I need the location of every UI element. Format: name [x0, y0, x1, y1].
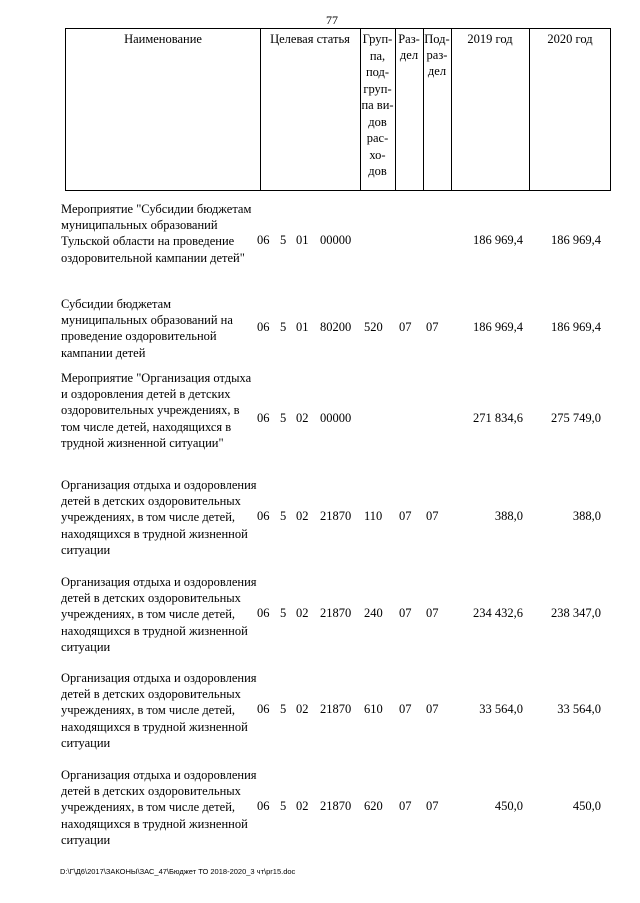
header-name: Наименование — [124, 32, 202, 46]
row-name: Организация отдыха и оздоровления детей в детских оздоровительных учреждениях, в том числе детей, находящихся в трудной жизненной ситуации — [61, 768, 257, 847]
code-group: 620 — [364, 799, 383, 813]
code-section: 07 — [399, 702, 412, 716]
header-subsection-line: Под- — [424, 32, 450, 46]
code-event: 02 — [296, 799, 309, 813]
value-2020: 238 347,0 — [551, 606, 601, 620]
code-subsection: 07 — [426, 320, 439, 334]
code-program: 06 — [257, 509, 270, 523]
code-subprogram: 5 — [280, 606, 287, 620]
code-group: 110 — [364, 509, 383, 523]
code-section: 07 — [399, 606, 412, 620]
value-2020: 186 969,4 — [551, 233, 601, 247]
header-group — [360, 29, 395, 190]
header-group-line: хо- — [369, 147, 386, 162]
header-group-line: дов — [368, 114, 387, 129]
value-2019: 186 969,4 — [473, 320, 523, 334]
code-event: 02 — [296, 702, 309, 716]
header-group-line: па, — [369, 48, 386, 63]
table-header — [65, 28, 611, 191]
value-2020: 450,0 — [572, 799, 601, 813]
code-direction: 00000 — [320, 233, 352, 247]
value-2019: 234 432,6 — [473, 606, 523, 620]
header-group-line: Груп- — [362, 32, 393, 46]
code-direction: 21870 — [320, 702, 352, 716]
code-event: 02 — [296, 411, 309, 425]
code-section: 07 — [399, 799, 412, 813]
code-program: 06 — [257, 702, 270, 716]
row-name: Субсидии бюджетам муниципальных образований на проведение оздоровительной кампании детей — [61, 297, 233, 360]
header-group-line: груп- — [363, 81, 392, 96]
header-group-line: па ви- — [361, 98, 394, 112]
code-direction: 21870 — [320, 606, 352, 620]
code-subsection: 07 — [426, 509, 439, 523]
header-subsection — [423, 29, 451, 190]
value-2019: 271 834,6 — [473, 411, 523, 425]
code-program: 06 — [257, 411, 270, 425]
code-event: 02 — [296, 509, 309, 523]
code-program: 06 — [257, 606, 270, 620]
row-name: Мероприятие "Организация отдыха и оздоровления детей в детских оздоровительных учреждениях, в том числе детей, находящихся в трудной жизненной ситуации" — [61, 371, 252, 450]
code-direction: 00000 — [320, 411, 352, 425]
code-subsection: 07 — [426, 702, 439, 716]
code-group: 520 — [364, 320, 383, 334]
row-name: Мероприятие "Субсидии бюджетам муниципальных образований Тульской области на проведение оздоровительной кампании детей" — [61, 202, 252, 265]
code-section: 07 — [399, 320, 412, 334]
header-section-line: Раз- — [398, 32, 420, 46]
code-subsection: 07 — [426, 606, 439, 620]
code-program: 06 — [257, 320, 270, 334]
code-event: 01 — [296, 233, 309, 247]
code-subprogram: 5 — [280, 411, 287, 425]
header-subsection-line: раз- — [426, 48, 448, 62]
code-subsection: 07 — [426, 799, 439, 813]
code-group: 240 — [364, 606, 383, 620]
header-section — [395, 29, 423, 190]
value-2020: 186 969,4 — [551, 320, 601, 334]
code-program: 06 — [257, 799, 270, 813]
code-subprogram: 5 — [280, 702, 287, 716]
header-2019: 2019 год — [467, 32, 513, 46]
page-number: 77 — [326, 13, 338, 27]
value-2020: 388,0 — [572, 509, 601, 523]
value-2020: 275 749,0 — [551, 411, 601, 425]
code-section: 07 — [399, 509, 412, 523]
code-direction: 80200 — [320, 320, 352, 334]
header-2020: 2020 год — [547, 32, 593, 46]
header-section-line: дел — [399, 48, 419, 62]
footer-file-path: D:\Г\Д6\2017\ЗАКОНЫ\ЗАС_47\Бюджет ТО 2018-2020_3 чт\pr15.doc — [60, 867, 296, 876]
row-name: Организация отдыха и оздоровления детей в детских оздоровительных учреждениях, в том числе детей, находящихся в трудной жизненной ситуации — [61, 478, 257, 557]
header-target: Целевая статья — [270, 32, 350, 46]
header-subsection-line: дел — [427, 64, 447, 78]
code-subprogram: 5 — [280, 320, 287, 334]
code-direction: 21870 — [320, 799, 352, 813]
code-event: 01 — [296, 320, 309, 334]
header-group-line: под- — [365, 65, 390, 79]
code-subprogram: 5 — [280, 799, 287, 813]
row-name: Организация отдыха и оздоровления детей в детских оздоровительных учреждениях, в том числе детей, находящихся в трудной жизненной ситуации — [61, 671, 257, 750]
value-2020: 33 564,0 — [557, 702, 601, 716]
code-subprogram: 5 — [280, 509, 287, 523]
code-program: 06 — [257, 233, 270, 247]
value-2019: 450,0 — [494, 799, 523, 813]
code-event: 02 — [296, 606, 309, 620]
code-group: 610 — [364, 702, 383, 716]
code-subprogram: 5 — [280, 233, 287, 247]
value-2019: 388,0 — [494, 509, 523, 523]
value-2019: 186 969,4 — [473, 233, 523, 247]
header-group-line: рас- — [366, 131, 389, 145]
code-direction: 21870 — [320, 509, 352, 523]
row-name: Организация отдыха и оздоровления детей в детских оздоровительных учреждениях, в том числе детей, находящихся в трудной жизненной ситуации — [61, 575, 257, 654]
header-group-line: дов — [368, 164, 387, 178]
value-2019: 33 564,0 — [479, 702, 523, 716]
